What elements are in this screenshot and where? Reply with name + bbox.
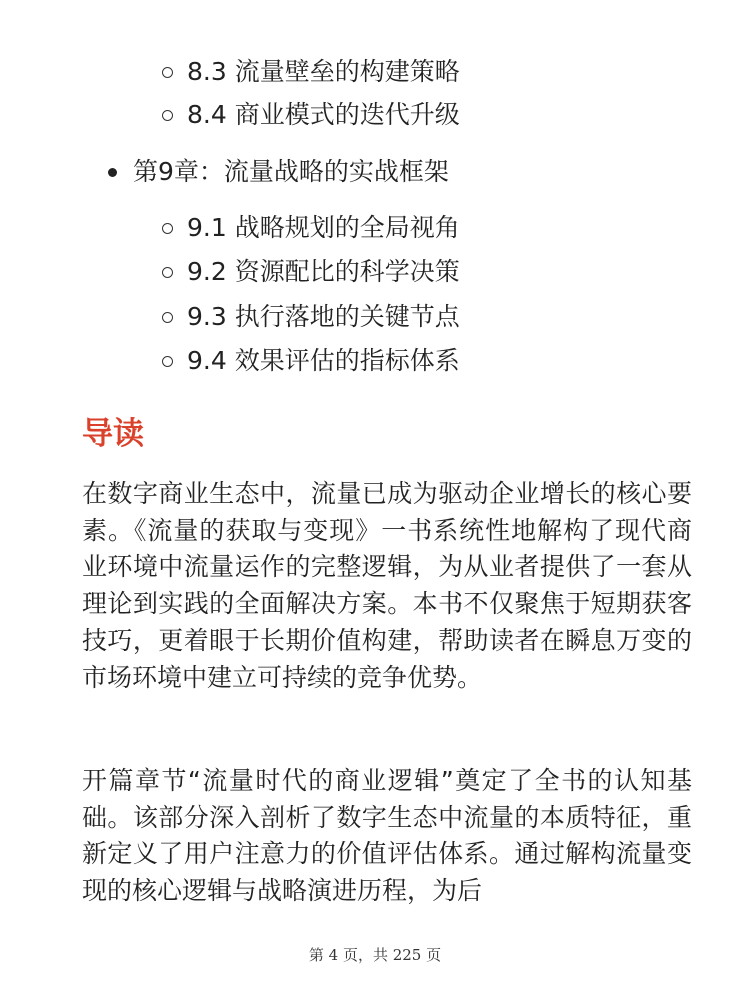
- toc-item-8-4: [162, 97, 460, 133]
- toc-item-9-3: [162, 299, 460, 335]
- circle-bullet-icon: [162, 223, 173, 234]
- body-paragraph: 在数字商业生态中，流量已成为驱动企业增长的核心要素。《流量的获取与变现》一书系统性地解构了现代商业环境中流量运作的完整逻辑，为从业者提供了一套从理论到实践的全面解决方案。本书不仅聚焦于短期获客技巧，更着眼于长期价值构建，帮助读者在瞬息万变的市场环境中建立可持续的竞争优势。: [82, 479, 692, 692]
- toc-item-label: 8.3 流量壁垒的构建策略: [187, 57, 460, 86]
- body-paragraph: 开篇章节“流量时代的商业逻辑”奠定了全书的认知基础。该部分深入剖析了数字生态中流量的本质特征，重新定义了用户注意力的价值评估体系。通过解构流量变现的核心逻辑与战略演进历程，为后: [82, 766, 692, 906]
- circle-bullet-icon: [162, 312, 173, 323]
- toc-item-8-3: [162, 54, 460, 90]
- circle-bullet-icon: [162, 67, 173, 78]
- toc-item-label: 9.2 资源配比的科学决策: [187, 257, 460, 286]
- circle-bullet-icon: [162, 356, 173, 367]
- toc-item-label: 9.3 执行落地的关键节点: [187, 302, 460, 331]
- toc-item-label: 8.4 商业模式的迭代升级: [187, 100, 460, 129]
- toc-item-9-1: [162, 210, 460, 246]
- circle-bullet-icon: [162, 267, 173, 278]
- page-number: 第 4 页，共 225 页: [308, 946, 442, 964]
- toc-item-label: 9.1 战略规划的全局视角: [187, 213, 460, 242]
- circle-bullet-icon: [162, 110, 173, 121]
- disc-bullet-icon: [108, 168, 117, 177]
- toc-item-label: 9.4 效果评估的指标体系: [187, 346, 460, 375]
- toc-chapter-9: [108, 154, 449, 190]
- toc-item-9-4: [162, 343, 460, 379]
- toc-chapter-label: 第9章：流量战略的实战框架: [133, 157, 449, 186]
- toc-item-9-2: [162, 254, 460, 290]
- section-heading: 导读: [82, 416, 144, 452]
